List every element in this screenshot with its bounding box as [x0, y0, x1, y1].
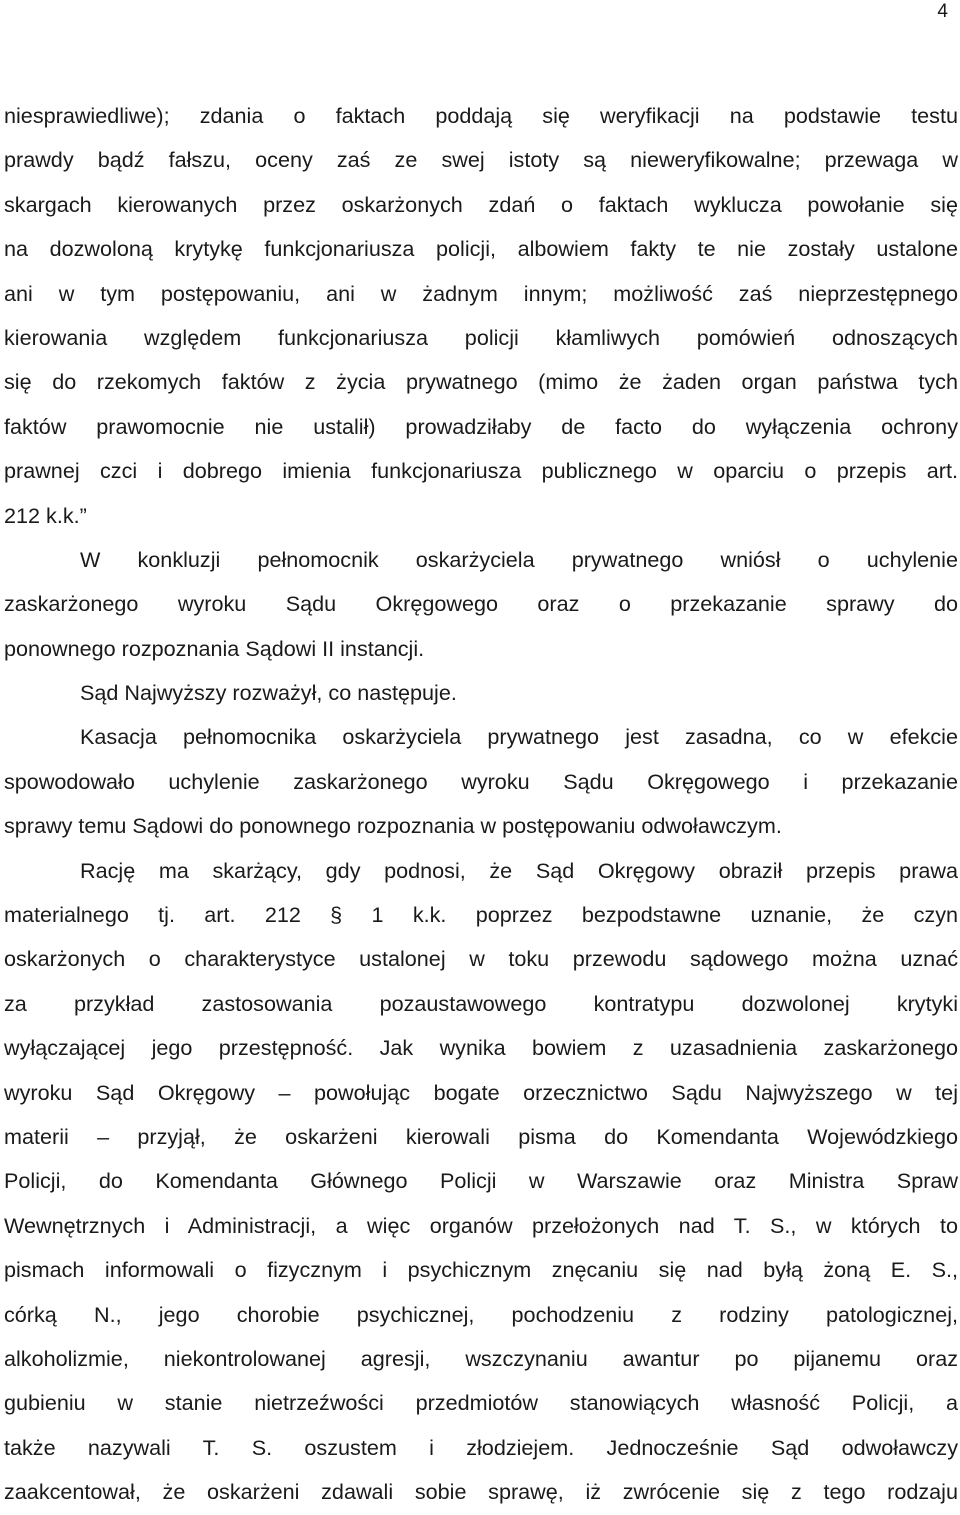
text-line: Sąd Najwyższy rozważył, co następuje.: [80, 680, 457, 706]
text-line: za przykład zastosowania pozaustawowego kontratypu dozwolonej krytyki: [4, 990, 958, 1016]
text-line: niesprawiedliwe); zdania o faktach poddają się weryfikacji na podstawie testu: [4, 103, 958, 128]
text-line: materialnego tj. art. 212 § 1 k.k. poprzez bezpodstawne uznanie, że czyn: [4, 902, 958, 928]
text-line: pismach informowali o fizycznym i psychicznym znęcaniu się nad byłą żoną E. S.,: [4, 1257, 958, 1283]
text-line: Wewnętrznych i Administracji, a więc organów przełożonych nad T. S., w których to: [4, 1212, 958, 1238]
page-number: 4: [937, 1, 948, 22]
text-line: się do rzekomych faktów z życia prywatnego (mimo że żaden organ państwa tych: [4, 369, 958, 395]
text-line: skargach kierowanych przez oskarżonych zdań o faktach wyklucza powołanie się: [4, 191, 958, 217]
text-line: alkoholizmie, niekontrolowanej agresji, wszczynaniu awantur po pijanemu oraz: [4, 1345, 958, 1371]
text-line: prawnej czci i dobrego imienia funkcjonariusza publicznego w oparciu o przepis art.: [4, 458, 958, 484]
text-line: także nazywali T. S. oszustem i złodziejem. Jednocześnie Sąd odwoławczy: [4, 1434, 958, 1460]
text-line: prawdy bądź fałszu, oceny zaś ze swej istoty są nieweryfikowalne; przewaga w: [4, 147, 958, 173]
text-line: kierowania względem funkcjonariusza policji kłamliwych pomówień odnoszących: [4, 324, 958, 350]
text-line: wyłączającej jego przestępność. Jak wynika bowiem z uzasadnienia zaskarżonego: [4, 1035, 958, 1061]
text-line: córką N., jego chorobie psychicznej, pochodzeniu z rodziny patologicznej,: [4, 1301, 958, 1327]
text-line: wyroku Sąd Okręgowy – powołując bogate orzecznictwo Sądu Najwyższego w tej: [4, 1079, 958, 1105]
body-text: [0, 94, 960, 1515]
text-line: oskarżonych o charakterystyce ustalonej w toku przewodu sądowego można uznać: [4, 946, 958, 972]
text-line: zaskarżonego wyroku Sądu Okręgowego oraz o przekazanie sprawy do: [4, 591, 958, 617]
text-line: W konkluzji pełnomocnik oskarżyciela prywatnego wniósł o uchylenie: [80, 546, 958, 572]
text-line: sprawy temu Sądowi do ponownego rozpoznania w postępowaniu odwoławczym.: [4, 813, 782, 839]
text-line: gubieniu w stanie nietrzeźwości przedmiotów stanowiących własność Policji, a: [4, 1390, 958, 1416]
text-line: materii – przyjął, że oskarżeni kierowali pisma do Komendanta Wojewódzkiego: [4, 1123, 958, 1149]
text-line: ani w tym postępowaniu, ani w żadnym innym; możliwość zaś nieprzestępnego: [4, 280, 958, 306]
text-line: Kasacja pełnomocnika oskarżyciela prywatnego jest zasadna, co w efekcie: [80, 724, 958, 750]
text-line: ponownego rozpoznania Sądowi II instancji.: [4, 635, 425, 661]
text-line: zaakcentował, że oskarżeni zdawali sobie sprawę, iż zwrócenie się z tego rodzaju: [4, 1479, 958, 1505]
text-line: spowodowało uchylenie zaskarżonego wyroku Sądu Okręgowego i przekazanie: [4, 768, 958, 794]
text-line: na dozwoloną krytykę funkcjonariusza policji, albowiem fakty te nie zostały ustalone: [4, 236, 958, 262]
text-line: Policji, do Komendanta Głównego Policji w Warszawie oraz Ministra Spraw: [4, 1168, 958, 1194]
text-line: Rację ma skarżący, gdy podnosi, że Sąd Okręgowy obraził przepis prawa: [80, 857, 958, 883]
text-line: faktów prawomocnie nie ustalił) prowadziłaby de facto do wyłączenia ochrony: [4, 413, 958, 439]
text-line: 212 k.k.”: [4, 502, 87, 528]
